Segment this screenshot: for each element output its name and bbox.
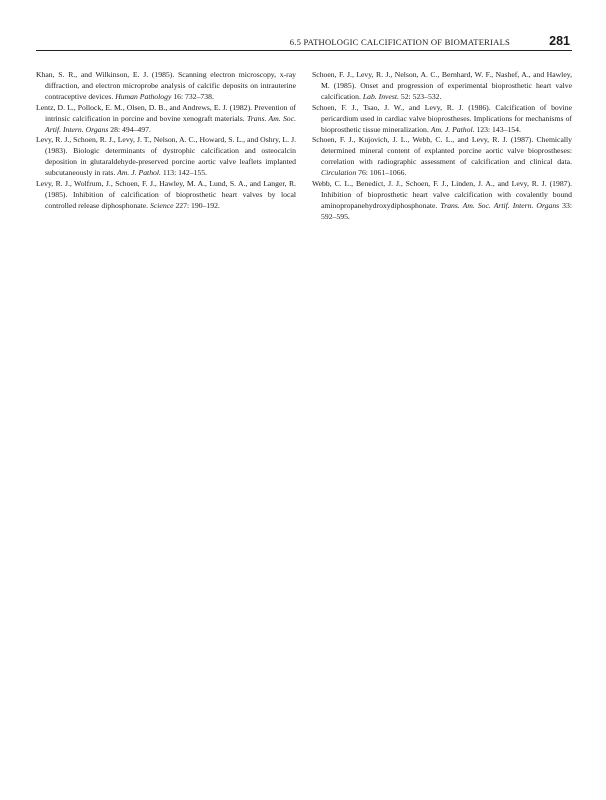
reference-entry: Schoen, F. J., Tsao, J. W., and Levy, R. J. (1986). Calcification of bovine pericardium used in cardiac valve bioprostheses. Implications for mechanisms of bioprosthetic tissue mineralization. Am. J. Pathol. 123: 143–154. xyxy=(312,102,572,134)
reference-entry: Khan, S. R., and Wilkinson, E. J. (1985). Scanning electron microscopy, x-ray diffraction, and electron microprobe analysis of calcific deposits on intrauterine contraceptive devices. Human Pathology 16: 732–738. xyxy=(36,70,296,101)
journal-title: Science xyxy=(150,200,174,210)
reference-column-right xyxy=(312,70,572,223)
journal-title: Circulation xyxy=(321,168,357,178)
reference-entry: Schoen, F. J., Kujovich, J. L., Webb, C. L., and Levy, R. J. (1987). Chemically determined mineral content of explanted porcine aortic valve bioprostheses: correlation with radiographic assessment of calcification and clinical data. Circulation 76: 1061–1066. xyxy=(312,135,572,178)
reference-entry: Webb, C. L., Benedict, J. J., Schoen, F. J., Linden, J. A., and Levy, R. J. (1987). Inhibition of bioprosthetic heart valve calcification with covalently bound aminopropanehydroxydiphosphonate. Trans. Am. Soc. Artif. Intern. Organs 33: 592–595. xyxy=(312,179,573,221)
reference-columns xyxy=(36,70,572,223)
reference-entry: Levy, R. J., Schoen, R. J., Levy, J. T., Nelson, A. C., Howard, S. L., and Oshry, L. J. (1983). Biologic determinants of dystrophic calcification and osteocalcin deposition in glutaraldehyde-preserved porcine aortic valve leaflets implanted subcutaneously in rats. Am. J. Pathol. 113: 142–155. xyxy=(36,135,296,178)
running-head: 6.5 PATHOLOGIC CALCIFICATION OF BIOMATERIALS xyxy=(289,37,510,47)
journal-title: Trans. Am. Soc. Artif. Intern. Organs xyxy=(45,113,296,134)
page-number: 281 xyxy=(549,34,570,48)
reference-entry: Schoen, F. J., Levy, R. J., Nelson, A. C., Bernhard, W. F., Nashef, A., and Hawley, M. (1985). Onset and progression of experimental bioprosthetic heart valve calcification. Lab. Invest. 52: 523–532. xyxy=(312,70,572,101)
journal-title: Lab. Invest. xyxy=(362,91,399,101)
journal-title: Am. J. Pathol. xyxy=(430,124,475,134)
journal-title: Trans. Am. Soc. Artif. Intern. Organs xyxy=(440,200,560,210)
journal-title: Human Pathology xyxy=(115,91,172,101)
reference-entry: Levy, R. J., Wolfrum, J., Schoen, F. J., Hawley, M. A., Lund, S. A., and Langer, R. (1985). Inhibition of calcification of bioprosthetic heart valves by local controlled release diphosphonate. Science 227: 190–192. xyxy=(36,179,296,210)
reference-entry: Lentz, D. L., Pollock, E. M., Olsen, D. B., and Andrews, E. J. (1982). Prevention of intrinsic calcification in porcine and bovine xenograft materials. Trans. Am. Soc. Artif. Intern. Organs 28: 494–497. xyxy=(36,102,296,134)
reference-column-left xyxy=(36,70,296,223)
page-header xyxy=(36,34,572,51)
journal-title: Am. J. Pathol. xyxy=(117,168,161,178)
